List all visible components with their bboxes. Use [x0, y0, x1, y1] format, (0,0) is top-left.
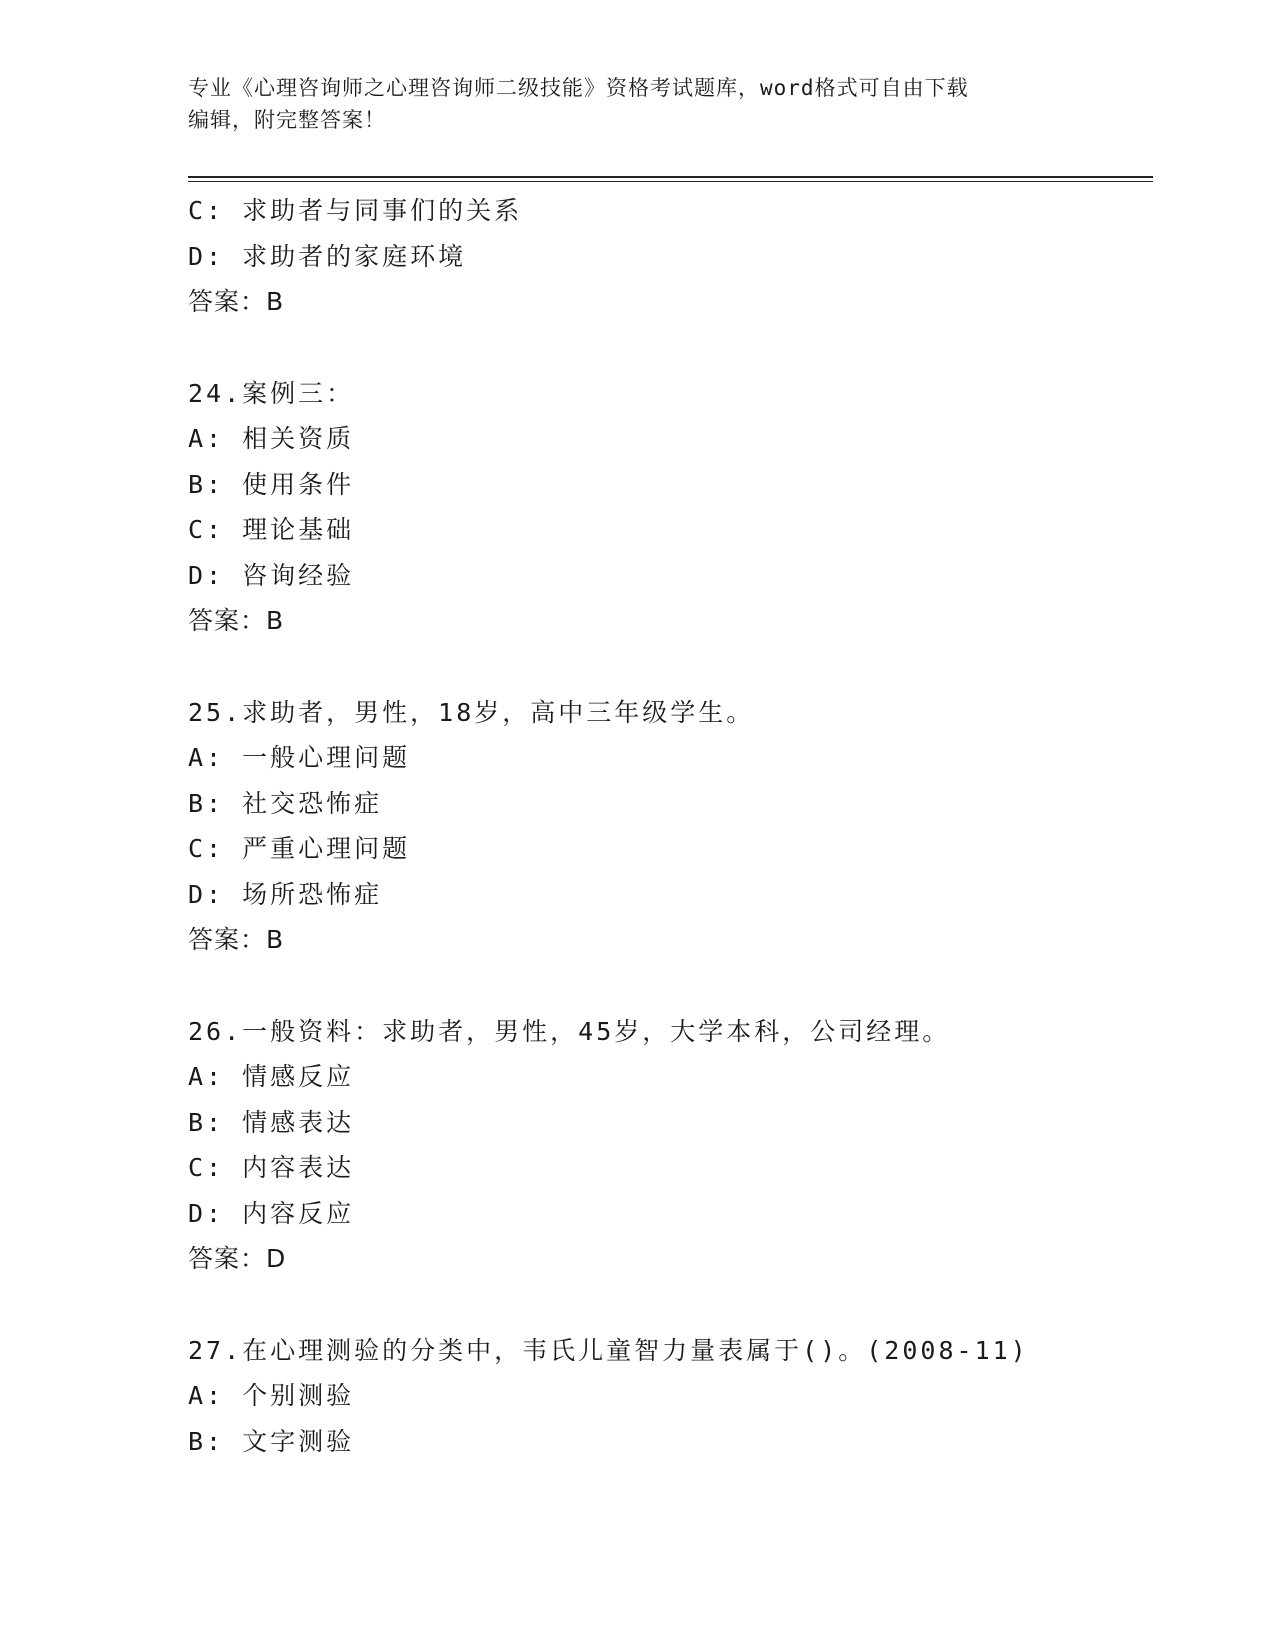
question-block-27 [188, 1328, 1148, 1465]
question-stem: 24.案例三： [188, 378, 355, 408]
option-c: C: 严重心理问题 [188, 834, 411, 863]
option-b: B: 社交恐怖症 [188, 788, 383, 818]
option-a: A: 情感反应 [188, 1062, 355, 1091]
option-a: A: 个别测验 [188, 1381, 355, 1410]
question-block-partial [188, 188, 1148, 325]
answer-line: 答案：B [188, 287, 285, 316]
answer-line: 答案：B [188, 925, 285, 954]
option-a: A: 一般心理问题 [188, 743, 411, 772]
option-b: B: 使用条件 [188, 469, 355, 499]
option-b: B: 文字测验 [188, 1426, 355, 1456]
question-block-26 [188, 1009, 1148, 1282]
answer-line: 答案：B [188, 606, 285, 635]
option-c: C: 求助者与同事们的关系 [188, 196, 523, 225]
header-line-1: 专业《心理咨询师之心理咨询师二级技能》资格考试题库，word格式可自由下载 [188, 76, 969, 100]
question-block-24 [188, 371, 1148, 644]
option-b: B: 情感表达 [188, 1107, 355, 1137]
option-d: D: 咨询经验 [188, 560, 355, 590]
option-d: D: 求助者的家庭环境 [188, 241, 467, 271]
option-c: C: 理论基础 [188, 515, 355, 544]
header-line-2: 编辑，附完整答案！ [188, 108, 386, 132]
option-d: D: 内容反应 [188, 1198, 355, 1228]
answer-line: 答案：D [188, 1244, 287, 1273]
question-stem: 27.在心理测验的分类中，韦氏儿童智力量表属于()。(2008-11) [188, 1335, 1029, 1365]
question-stem: 26.一般资料：求助者，男性，45岁，大学本科，公司经理。 [188, 1016, 951, 1046]
option-d: D: 场所恐怖症 [188, 879, 383, 909]
header-rule-thick [188, 176, 1153, 178]
option-a: A: 相关资质 [188, 424, 355, 453]
question-list [188, 188, 1148, 1464]
option-c: C: 内容表达 [188, 1153, 355, 1182]
question-stem: 25.求助者，男性，18岁，高中三年级学生。 [188, 697, 755, 727]
question-block-25 [188, 690, 1148, 963]
document-header [188, 72, 1088, 136]
header-rule-thin [188, 181, 1153, 182]
